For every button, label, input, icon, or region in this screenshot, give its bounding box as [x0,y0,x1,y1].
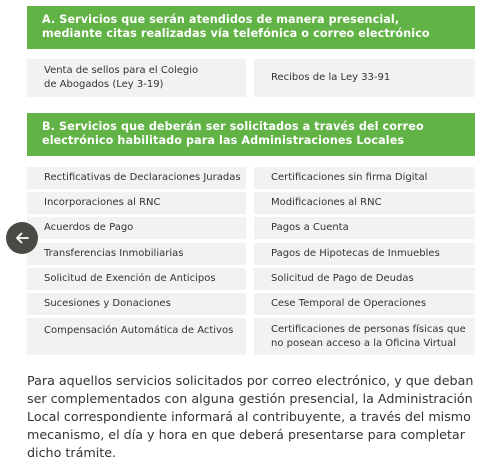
section-b-item [254,268,475,290]
item-line: Recibos de la Ley 33-91 [271,72,391,83]
section-b-item [27,192,246,214]
section-b-item [27,167,246,189]
item-line: no posean acceso a la Oficina Virtual [271,337,457,349]
info-paragraph [27,372,477,462]
section-b-item [254,217,475,239]
section-a-item-recibos [254,59,475,97]
section-b-item [254,192,475,214]
section-b-header [27,113,475,156]
paragraph-line: Local correspondiente informará al contribuyente, a través del mismo [27,409,471,424]
item-line: Compensación Automática de Activos [44,325,234,336]
item-line: Transferencias Inmobiliarias [44,248,184,259]
item-line: Acuerdos de Pago [44,222,134,233]
section-b-item [27,217,246,239]
paragraph-line: dicho trámite. [27,445,117,460]
section-a-title-line: mediante citas realizadas vía telefónica o correo electrónico [42,27,430,40]
section-b-item [27,243,246,265]
section-b-item [27,268,246,290]
arrow-left-icon [14,230,30,246]
section-b-title-line: B. Servicios que deberán ser solicitados a través del correo [42,120,424,133]
back-button[interactable] [6,222,38,254]
item-line: Sucesiones y Donaciones [44,298,171,309]
section-a-item-sellos [27,59,246,97]
item-line: Certificaciones sin firma Digital [271,172,428,183]
item-line: Solicitud de Exención de Anticipos [44,273,216,284]
item-line: Certificaciones de personas físicas que [271,323,466,335]
item-line: Cese Temporal de Operaciones [271,298,427,309]
item-line: Incorporaciones al RNC [44,197,161,208]
section-b-item [254,243,475,265]
item-line: Venta de sellos para el Colegio [44,65,199,76]
item-line: de Abogados (Ley 3-19) [44,79,164,90]
item-line: Pagos a Cuenta [271,222,349,233]
section-a-header [27,6,475,49]
item-line: Solicitud de Pago de Deudas [271,273,414,284]
section-b-item [254,293,475,315]
paragraph-line: Para aquellos servicios solicitados por correo electrónico, y que deban [27,373,474,388]
paragraph-line: ser complementados con alguna gestión presencial, la Administración [27,391,473,406]
section-b-title-line: electrónico habilitado para las Administraciones Locales [42,134,405,147]
item-line: Modificaciones al RNC [271,197,382,208]
paragraph-line: mecanismo, el día y hora en que deberá presentarse para completar [27,427,465,442]
section-b-item [254,167,475,189]
section-b-item [27,318,246,355]
section-a-title-line: A. Servicios que serán atendidos de manera presencial, [42,13,400,26]
section-b-item [27,293,246,315]
section-b-item [254,318,475,355]
item-line: Pagos de Hipotecas de Inmuebles [271,248,440,259]
item-line: Rectificativas de Declaraciones Juradas [44,172,241,183]
